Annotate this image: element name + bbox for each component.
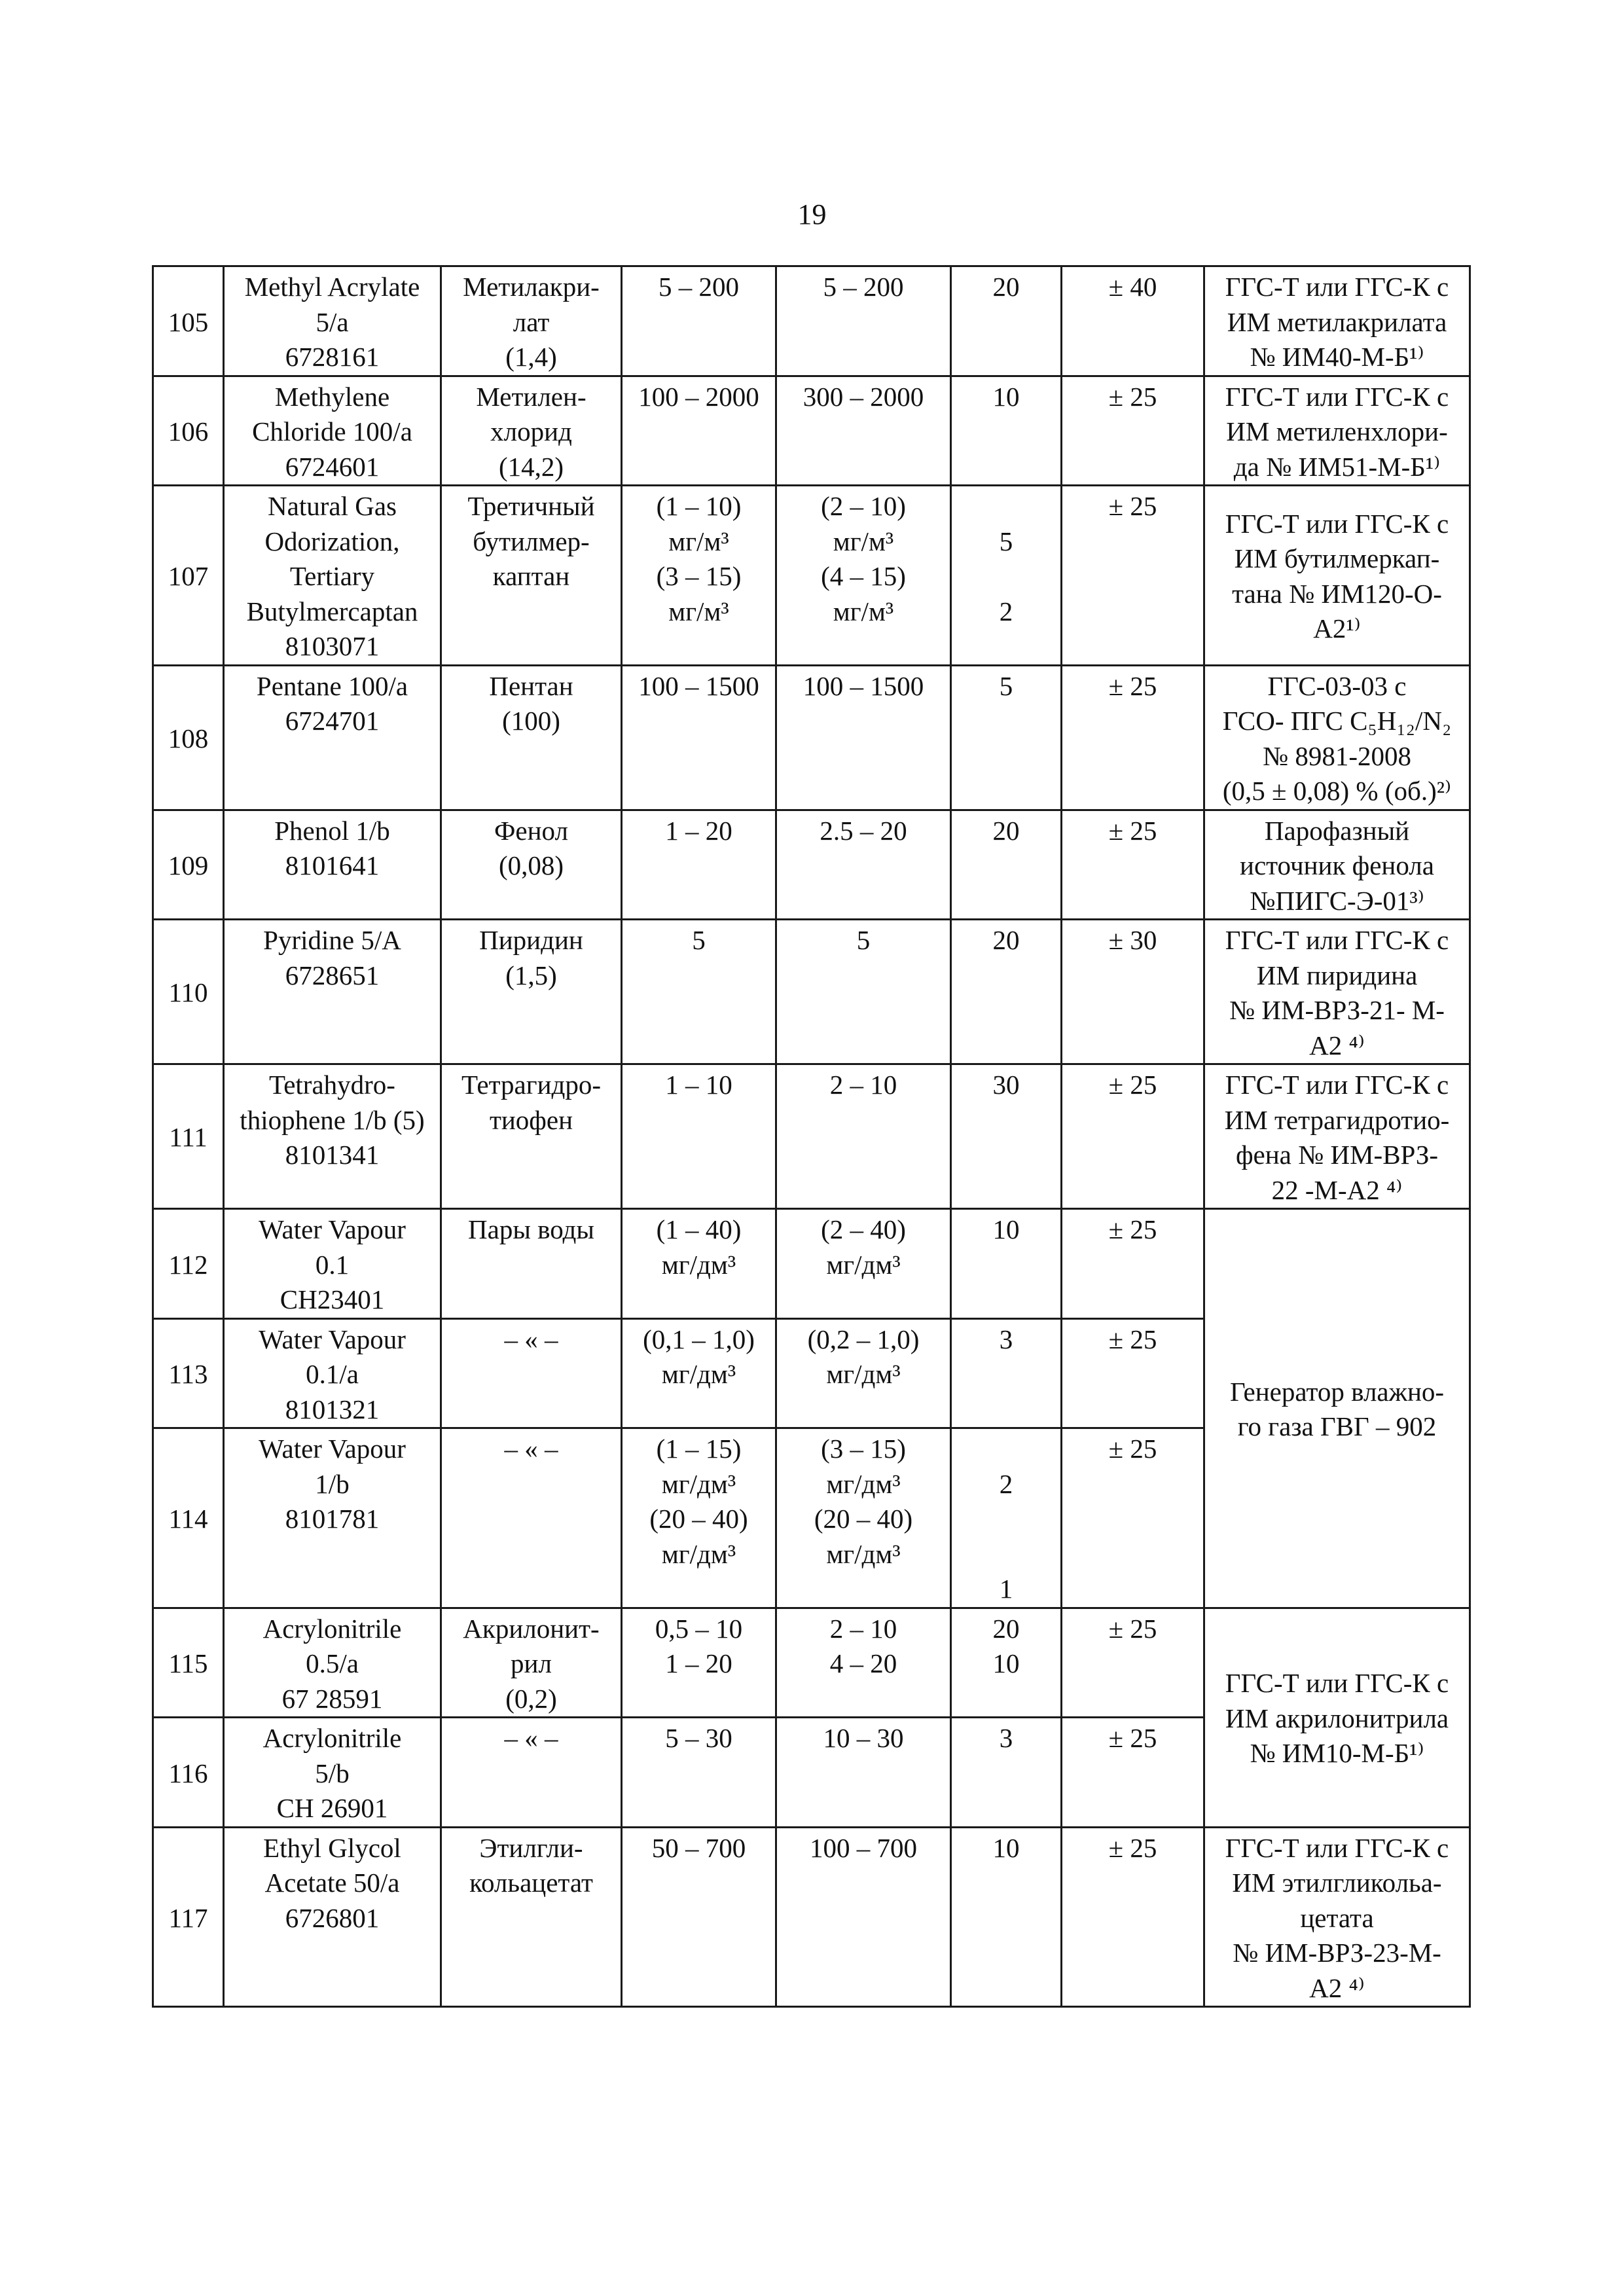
range-calibration-line: мг/дм³ (826, 1468, 901, 1499)
trade-name-line: 6728161 (285, 342, 380, 372)
trade-name-line: 67 28591 (281, 1683, 383, 1714)
substance-cell (441, 1064, 622, 1209)
range-calibration-line: 2 – 10 (829, 1613, 897, 1644)
trade-name-cell (224, 376, 441, 486)
trade-name-line: Pentane 100/a (256, 670, 408, 701)
trade-name-line: Acrylonitrile (262, 1723, 402, 1753)
time-line: 20 (992, 925, 1020, 955)
error-line: ± 30 (1108, 925, 1157, 955)
range-calibration-line: (20 – 40) (814, 1504, 913, 1534)
range-measure-cell (622, 1608, 776, 1718)
error-cell (1062, 266, 1204, 376)
substance-line: каптан (492, 561, 570, 591)
reference-cell (1204, 1827, 1470, 2007)
reference-line: ГСО- ПГС С₅Н₁₂/N₂ (1222, 706, 1452, 736)
time-line: 3 (999, 1324, 1013, 1354)
range-measure-line: мг/дм³ (661, 1538, 736, 1569)
range-calibration-cell (776, 920, 951, 1064)
range-calibration-cell (776, 810, 951, 920)
range-measure-cell (622, 1428, 776, 1608)
table-row (153, 665, 1470, 810)
error-cell (1062, 1209, 1204, 1319)
range-measure-line: 5 – 30 (665, 1723, 732, 1753)
table-row (153, 1608, 1470, 1718)
substance-line: Тетрагидро- (461, 1070, 602, 1100)
trade-name-line: Ethyl Glycol (263, 1832, 401, 1863)
range-measure-cell (622, 1064, 776, 1209)
substance-line: – « – (504, 1324, 558, 1354)
range-measure-line: 100 – 1500 (638, 670, 759, 701)
line-spacer (954, 1537, 1058, 1572)
row-number: 109 (153, 810, 224, 920)
reference-line: ГГС-Т или ГГС-К с (1225, 1070, 1449, 1100)
range-measure-line: 1 – 10 (665, 1070, 732, 1100)
row-number: 112 (153, 1209, 224, 1319)
range-calibration-line: (3 – 15) (821, 1434, 906, 1464)
range-measure-line: (20 – 40) (649, 1504, 748, 1534)
time-line: 10 (992, 381, 1020, 412)
reference-line: №ПИГС-Э-01³⁾ (1250, 885, 1424, 916)
trade-name-line: 8103071 (285, 631, 380, 661)
trade-name-cell (224, 665, 441, 810)
reference-line: А2 ⁴⁾ (1309, 1972, 1365, 2003)
range-measure-line: (0,1 – 1,0) (643, 1324, 755, 1354)
trade-name-line: Water Vapour (259, 1214, 406, 1244)
substance-line: Фенол (494, 815, 568, 846)
reference-line: ИМ этилгликольа- (1232, 1868, 1442, 1898)
range-measure-line: (1 – 40) (656, 1214, 742, 1244)
trade-name-line: CH23401 (280, 1284, 385, 1314)
range-calibration-cell (776, 1608, 951, 1718)
range-calibration-line: 5 – 200 (823, 272, 904, 302)
range-calibration-cell (776, 486, 951, 666)
trade-name-line: Odorization, (264, 526, 400, 556)
row-number: 117 (153, 1827, 224, 2007)
time-cell (951, 1428, 1062, 1608)
range-calibration-line: мг/дм³ (826, 1359, 901, 1389)
row-number: 108 (153, 665, 224, 810)
error-cell (1062, 1827, 1204, 2007)
range-measure-cell (622, 486, 776, 666)
substance-line: Третичный (467, 491, 595, 521)
substance-line: Акрилонит- (463, 1613, 600, 1644)
substance-line: тиофен (489, 1104, 573, 1135)
time-line: 20 (992, 272, 1020, 302)
trade-name-cell (224, 810, 441, 920)
substance-line: (14,2) (498, 451, 564, 482)
error-cell (1062, 376, 1204, 486)
trade-name-line: 6726801 (285, 1902, 380, 1933)
trade-name-line: Acetate 50/a (264, 1868, 400, 1898)
trade-name-line: 8101781 (285, 1504, 380, 1534)
range-measure-cell (622, 1718, 776, 1828)
range-calibration-cell (776, 376, 951, 486)
range-measure-line: 5 (692, 925, 706, 955)
row-number: 113 (153, 1318, 224, 1428)
range-measure-cell (622, 266, 776, 376)
trade-name-line: Tertiary (289, 561, 375, 591)
reference-line: фена № ИМ-ВРЗ- (1235, 1140, 1439, 1170)
error-line: ± 25 (1108, 670, 1157, 701)
substance-cell (441, 486, 622, 666)
table-row (153, 266, 1470, 376)
substance-cell (441, 1827, 622, 2007)
time-cell (951, 486, 1062, 666)
table-row (153, 1209, 1470, 1319)
error-line: ± 40 (1108, 272, 1157, 302)
substance-cell (441, 1428, 622, 1608)
error-line: ± 25 (1108, 1723, 1157, 1753)
range-measure-cell (622, 1827, 776, 2007)
trade-name-line: Natural Gas (268, 491, 397, 521)
reference-line: ИМ акрилонитрила (1225, 1703, 1449, 1733)
range-calibration-line: (2 – 40) (821, 1214, 906, 1244)
row-number: 105 (153, 266, 224, 376)
trade-name-line: Chloride 100/a (252, 416, 412, 446)
substance-line: Пиридин (479, 925, 583, 955)
substance-line: бутилмер- (473, 526, 590, 556)
trade-name-line: 5/b (315, 1758, 350, 1788)
reference-cell (1204, 376, 1470, 486)
row-number: 110 (153, 920, 224, 1064)
reference-line: Генератор влажно- (1229, 1376, 1445, 1407)
substance-line: – « – (504, 1434, 558, 1464)
range-calibration-cell (776, 266, 951, 376)
range-calibration-cell (776, 665, 951, 810)
time-cell (951, 1318, 1062, 1428)
error-cell (1062, 1718, 1204, 1828)
range-calibration-line: мг/м³ (833, 526, 894, 556)
range-measure-line: мг/дм³ (661, 1249, 736, 1280)
range-calibration-cell (776, 1209, 951, 1319)
trade-name-line: Butylmercaptan (246, 596, 418, 626)
trade-name-line: 0.1 (315, 1249, 350, 1280)
range-calibration-line: 100 – 700 (810, 1832, 917, 1863)
line-spacer (954, 1432, 1058, 1467)
error-line: ± 25 (1108, 1434, 1157, 1464)
trade-name-cell (224, 1064, 441, 1209)
substance-cell (441, 1608, 622, 1718)
range-calibration-line: мг/м³ (833, 596, 894, 626)
range-measure-cell (622, 1209, 776, 1319)
error-cell (1062, 1064, 1204, 1209)
range-measure-cell (622, 810, 776, 920)
reference-line: ГГС-Т или ГГС-К с (1225, 1668, 1449, 1699)
range-measure-cell (622, 376, 776, 486)
trade-name-line: Acrylonitrile (262, 1613, 402, 1644)
reference-cell (1204, 486, 1470, 666)
range-measure-cell (622, 1318, 776, 1428)
time-line: 1 (999, 1574, 1013, 1604)
substance-line: Пары воды (468, 1214, 594, 1244)
trade-name-line: Pyridine 5/A (263, 925, 401, 955)
time-line: 10 (992, 1214, 1020, 1244)
trade-name-cell (224, 266, 441, 376)
time-line: 2 (999, 1468, 1013, 1499)
table-row (153, 920, 1470, 1064)
reference-line: го газа ГВГ – 902 (1237, 1411, 1437, 1442)
reference-line: ИМ метиленхлори- (1226, 416, 1448, 446)
time-line: 20 (992, 1613, 1020, 1644)
range-calibration-cell (776, 1827, 951, 2007)
time-cell (951, 810, 1062, 920)
trade-name-cell (224, 1428, 441, 1608)
range-calibration-line: 100 – 1500 (803, 670, 924, 701)
range-measure-cell (622, 920, 776, 1064)
reference-line: Парофазный (1264, 815, 1410, 846)
trade-name-line: 6724701 (285, 706, 380, 736)
reference-line: А2 ⁴⁾ (1309, 1030, 1365, 1060)
substance-line: – « – (504, 1723, 558, 1753)
row-number: 107 (153, 486, 224, 666)
line-spacer (954, 559, 1058, 594)
range-calibration-line: мг/дм³ (826, 1538, 901, 1569)
time-cell (951, 376, 1062, 486)
error-cell (1062, 810, 1204, 920)
substance-line: Метилен- (476, 381, 586, 412)
substance-cell (441, 920, 622, 1064)
reference-line: 22 -М-А2 ⁴⁾ (1271, 1174, 1403, 1205)
substance-cell (441, 1718, 622, 1828)
table-row (153, 810, 1470, 920)
reference-cell (1204, 1209, 1470, 1608)
line-spacer (954, 1502, 1058, 1537)
substance-cell (441, 810, 622, 920)
reference-line: А2¹⁾ (1313, 613, 1361, 644)
error-cell (1062, 665, 1204, 810)
reference-line: ИМ бутилмеркап- (1234, 543, 1440, 574)
trade-name-line: Methylene (274, 381, 390, 412)
error-line: ± 25 (1108, 1070, 1157, 1100)
table-row (153, 1827, 1470, 2007)
trade-name-cell (224, 1608, 441, 1718)
time-line: 20 (992, 815, 1020, 846)
reference-line: № ИМ10-М-Б¹⁾ (1250, 1738, 1424, 1769)
range-measure-line: мг/дм³ (661, 1359, 736, 1389)
reference-line: (0,5 ± 0,08) % (об.)²⁾ (1222, 776, 1452, 806)
row-number: 114 (153, 1428, 224, 1608)
error-line: ± 25 (1108, 1214, 1157, 1244)
substance-line: (1,4) (505, 342, 557, 372)
time-cell (951, 920, 1062, 1064)
time-line: 3 (999, 1723, 1013, 1753)
range-measure-line: (1 – 15) (656, 1434, 742, 1464)
range-measure-line: 5 – 200 (659, 272, 739, 302)
error-cell (1062, 1608, 1204, 1718)
range-measure-cell (622, 665, 776, 810)
range-measure-line: 50 – 700 (651, 1832, 746, 1863)
substance-cell (441, 1318, 622, 1428)
range-calibration-line: 2 – 10 (829, 1070, 897, 1100)
range-measure-line: 100 – 2000 (638, 381, 759, 412)
range-calibration-line: 2.5 – 20 (820, 815, 907, 846)
trade-name-cell (224, 920, 441, 1064)
trade-name-line: Phenol 1/b (274, 815, 390, 846)
trade-name-line: CH 26901 (276, 1793, 388, 1823)
range-measure-line: (3 – 15) (656, 561, 742, 591)
range-measure-line: 1 – 20 (665, 815, 732, 846)
range-measure-line: (1 – 10) (656, 491, 742, 521)
trade-name-line: 0.5/a (306, 1648, 359, 1678)
time-cell (951, 266, 1062, 376)
substance-cell (441, 266, 622, 376)
time-line: 10 (992, 1832, 1020, 1863)
table-row (153, 376, 1470, 486)
reference-cell (1204, 810, 1470, 920)
error-line: ± 25 (1108, 1324, 1157, 1354)
time-line: 5 (999, 670, 1013, 701)
trade-name-line: 5/a (316, 306, 349, 337)
range-measure-line: мг/м³ (668, 526, 729, 556)
substance-line: (100) (502, 706, 560, 736)
reference-line: ИМ пиридина (1256, 960, 1418, 990)
substance-line: хлорид (490, 416, 572, 446)
substance-line: Этилгли- (479, 1832, 583, 1863)
reference-line: № ИМ-ВРЗ-21- М- (1229, 995, 1445, 1025)
range-measure-line: 1 – 20 (665, 1648, 732, 1678)
reference-line: ГГС-03-03 с (1267, 670, 1407, 701)
trade-name-line: thiophene 1/b (5) (240, 1104, 425, 1135)
range-calibration-line: мг/дм³ (826, 1249, 901, 1280)
trade-name-line: Methyl Acrylate (244, 272, 420, 302)
reference-cell (1204, 920, 1470, 1064)
time-cell (951, 665, 1062, 810)
range-calibration-line: (4 – 15) (821, 561, 906, 591)
error-cell (1062, 920, 1204, 1064)
trade-name-line: Tetrahydro- (269, 1070, 395, 1100)
reference-line: ИМ метилакрилата (1227, 306, 1447, 337)
reference-cell (1204, 1608, 1470, 1827)
reference-line: № ИМ40-М-Б¹⁾ (1250, 342, 1424, 372)
substance-line: Метилакри- (463, 272, 600, 302)
trade-name-line: 8101321 (285, 1394, 380, 1424)
range-calibration-cell (776, 1428, 951, 1608)
range-measure-line: 0,5 – 10 (655, 1613, 743, 1644)
range-calibration-line: 300 – 2000 (803, 381, 924, 412)
trade-name-line: 6728651 (285, 960, 380, 990)
range-calibration-cell (776, 1064, 951, 1209)
reference-line: цетата (1300, 1902, 1374, 1933)
time-cell (951, 1827, 1062, 2007)
reference-line: № 8981-2008 (1262, 740, 1412, 771)
substance-line: рил (511, 1648, 552, 1678)
page-number: 19 (797, 198, 827, 230)
trade-name-cell (224, 1718, 441, 1828)
trade-name-cell (224, 1209, 441, 1319)
range-calibration-line: (2 – 10) (821, 491, 906, 521)
reference-line: ГГС-Т или ГГС-К с (1225, 1832, 1449, 1863)
error-line: ± 25 (1108, 381, 1157, 412)
time-line: 2 (999, 596, 1013, 626)
range-calibration-line: 10 – 30 (823, 1723, 904, 1753)
row-number: 116 (153, 1718, 224, 1828)
range-calibration-cell (776, 1318, 951, 1428)
time-line: 30 (992, 1070, 1020, 1100)
reference-line: ГГС-Т или ГГС-К с (1225, 381, 1449, 412)
time-cell (951, 1718, 1062, 1828)
row-number: 115 (153, 1608, 224, 1718)
data-table (152, 265, 1471, 2008)
substance-line: (0,2) (505, 1683, 557, 1714)
error-line: ± 25 (1108, 815, 1157, 846)
trade-name-cell (224, 1318, 441, 1428)
trade-name-line: Water Vapour (259, 1324, 406, 1354)
reference-line: ИМ тетрагидротио- (1224, 1104, 1450, 1135)
substance-line: Пентан (489, 670, 573, 701)
reference-cell (1204, 1064, 1470, 1209)
row-number: 111 (153, 1064, 224, 1209)
trade-name-line: 8101341 (285, 1140, 380, 1170)
table-row (153, 1064, 1470, 1209)
line-spacer (954, 489, 1058, 524)
trade-name-line: Water Vapour (259, 1434, 406, 1464)
error-cell (1062, 1318, 1204, 1428)
reference-line: источник фенола (1240, 850, 1434, 880)
time-cell (951, 1608, 1062, 1718)
reference-line: ГГС-Т или ГГС-К с (1225, 272, 1449, 302)
range-measure-line: мг/м³ (668, 596, 729, 626)
reference-cell (1204, 665, 1470, 810)
reference-line: да № ИМ51-М-Б¹⁾ (1233, 451, 1441, 482)
trade-name-cell (224, 486, 441, 666)
reference-line: ГГС-Т или ГГС-К с (1225, 508, 1449, 539)
table-row (153, 486, 1470, 666)
trade-name-line: 6724601 (285, 451, 380, 482)
trade-name-line: 1/b (315, 1468, 350, 1499)
time-line: 10 (992, 1648, 1020, 1678)
error-line: ± 25 (1108, 1832, 1157, 1863)
range-calibration-cell (776, 1718, 951, 1828)
error-line: ± 25 (1108, 1613, 1157, 1644)
substance-cell (441, 376, 622, 486)
range-calibration-line: 4 – 20 (829, 1648, 897, 1678)
time-cell (951, 1209, 1062, 1319)
error-line: ± 25 (1108, 491, 1157, 521)
time-line: 5 (999, 526, 1013, 556)
range-calibration-line: 5 (856, 925, 871, 955)
substance-cell (441, 665, 622, 810)
error-cell (1062, 1428, 1204, 1608)
substance-line: (1,5) (505, 960, 557, 990)
reference-cell (1204, 266, 1470, 376)
trade-name-cell (224, 1827, 441, 2007)
error-cell (1062, 486, 1204, 666)
trade-name-line: 8101641 (285, 850, 380, 880)
reference-line: тана № ИМ120-О- (1232, 578, 1442, 609)
trade-name-line: 0.1/a (306, 1359, 359, 1389)
substance-line: (0,08) (498, 850, 564, 880)
substance-line: кольацетат (469, 1868, 593, 1898)
range-calibration-line: (0,2 – 1,0) (807, 1324, 920, 1354)
time-cell (951, 1064, 1062, 1209)
substance-cell (441, 1209, 622, 1319)
substance-line: лат (513, 306, 550, 337)
range-measure-line: мг/дм³ (661, 1468, 736, 1499)
reference-line: № ИМ-ВРЗ-23-М- (1233, 1938, 1441, 1968)
reference-line: ГГС-Т или ГГС-К с (1225, 925, 1449, 955)
row-number: 106 (153, 376, 224, 486)
